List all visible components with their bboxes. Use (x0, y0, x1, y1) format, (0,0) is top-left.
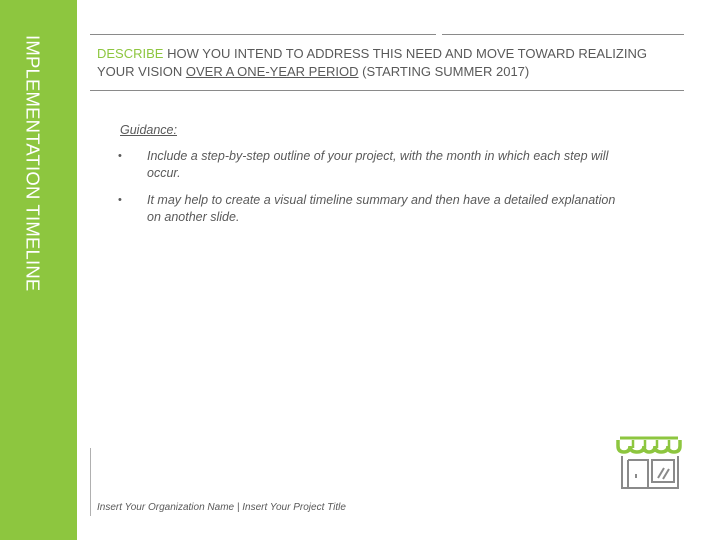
bullet-text: Include a step-by-step outline of your project, with the month in which each step will occur. (147, 149, 609, 180)
footer-divider (90, 448, 91, 516)
bullet-icon: • (118, 194, 122, 206)
heading-accent: DESCRIBE (97, 46, 164, 61)
bullet-text: It may help to create a visual timeline summary and then have a detailed explanation on another slide. (147, 193, 616, 224)
list-item (118, 192, 618, 225)
storefront-icon (614, 434, 684, 490)
top-divider (90, 34, 684, 35)
slide-heading (97, 45, 677, 81)
footer-text: Insert Your Organization Name | Insert Your Project Title (97, 502, 346, 513)
guidance-label: Guidance: (120, 123, 177, 137)
heading-text-2: (STARTING SUMMER 2017) (358, 64, 530, 79)
bullet-icon: • (118, 150, 122, 162)
list-item (118, 148, 618, 181)
guidance-list (118, 148, 618, 236)
heading-divider (90, 90, 684, 91)
heading-underlined: OVER A ONE-YEAR PERIOD (185, 64, 359, 79)
sidebar-title: IMPLEMENTATION TIMELINE (22, 35, 44, 292)
sidebar (0, 0, 77, 540)
heading-text-1: HOW YOU INTEND TO ADDRESS THIS NEED AND MOVE TOWARD REALIZING YOUR VISION (97, 46, 647, 79)
